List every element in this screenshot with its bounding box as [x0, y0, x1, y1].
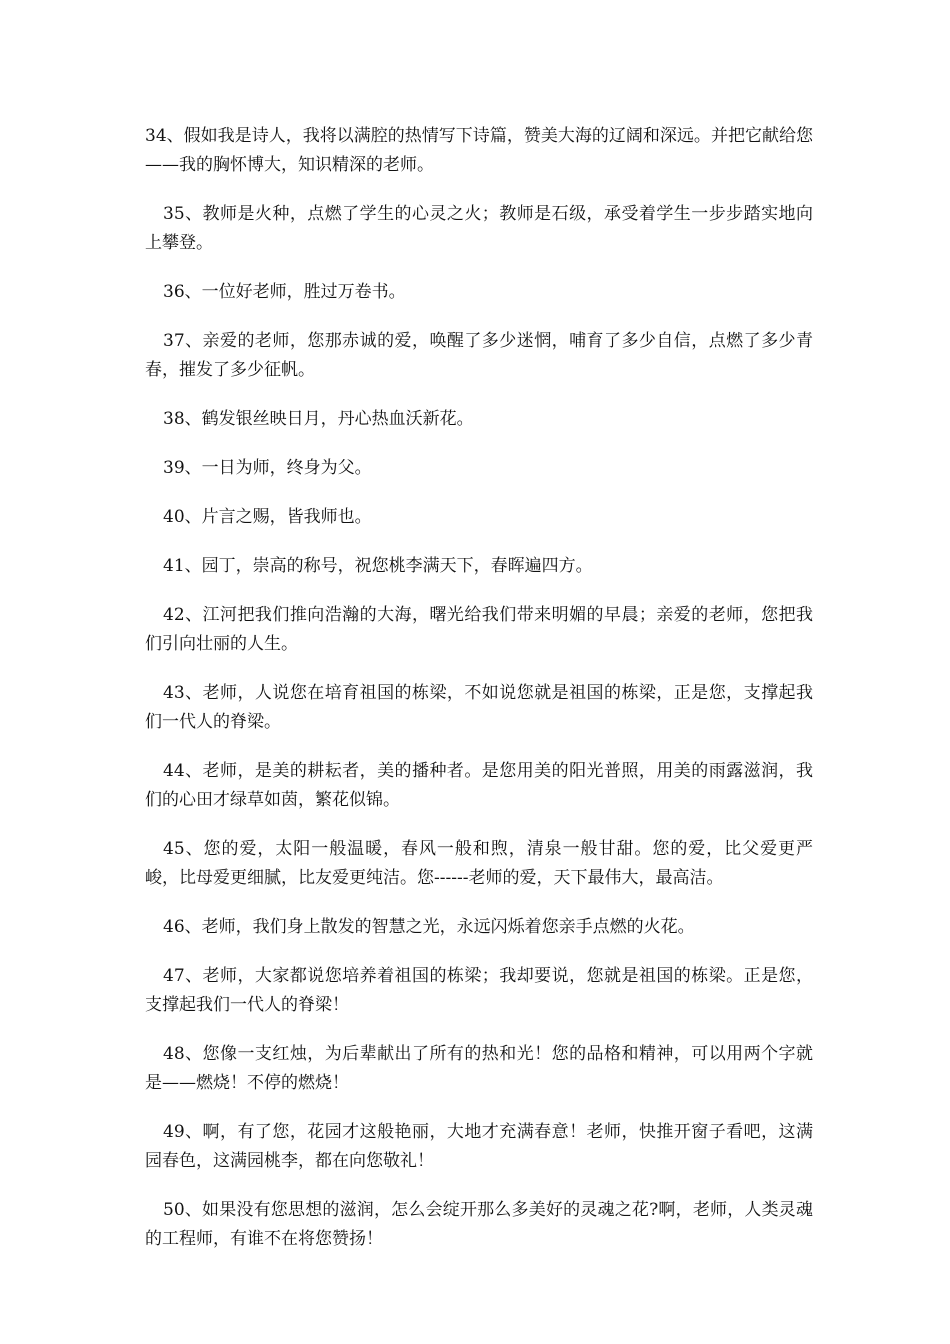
paragraph-38: 38、鹤发银丝映日月，丹心热血沃新花。: [163, 409, 474, 429]
paragraph-46: 46、老师，我们身上散发的智慧之光，永远闪烁着您亲手点燃的火花。: [163, 917, 695, 937]
paragraph-36: 36、一位好老师，胜过万卷书。: [163, 282, 406, 302]
paragraph-35: 35、教师是火种，点燃了学生的心灵之火；教师是石级，承受着学生一步步踏实地向上攀登。: [145, 204, 813, 253]
paragraph-42: 42、江河把我们推向浩瀚的大海，曙光给我们带来明媚的早晨；亲爱的老师，您把我们引向壮丽的人生。: [145, 605, 813, 654]
paragraph-45: 45、您的爱，太阳一般温暖，春风一般和煦，清泉一般甘甜。您的爱，比父爱更严峻，比母爱更细腻，比友爱更纯洁。您------老师的爱，天下最伟大，最高洁。: [145, 839, 813, 888]
paragraph-44: 44、老师，是美的耕耘者，美的播种者。是您用美的阳光普照，用美的雨露滋润，我们的心田才绿草如茵，繁花似锦。: [145, 761, 813, 810]
paragraph-48: 48、您像一支红烛，为后辈献出了所有的热和光！您的品格和精神，可以用两个字就是——燃烧！不停的燃烧！: [145, 1044, 813, 1093]
paragraph-39: 39、一日为师，终身为父。: [163, 458, 372, 478]
paragraph-40: 40、片言之赐，皆我师也。: [163, 507, 372, 527]
paragraph-50: 50、如果没有您思想的滋润，怎么会绽开那么多美好的灵魂之花?啊，老师，人类灵魂的工程师，有谁不在将您赞扬！: [145, 1200, 813, 1249]
paragraph-49: 49、啊，有了您，花园才这般艳丽，大地才充满春意！老师，快推开窗子看吧，这满园春色，这满园桃李，都在向您敬礼！: [145, 1122, 813, 1171]
paragraph-41: 41、园丁，崇高的称号，祝您桃李满天下，春晖遍四方。: [163, 556, 593, 576]
paragraph-47: 47、老师，大家都说您培养着祖国的栋梁；我却要说，您就是祖国的栋梁。正是您，支撑起我们一代人的脊梁！: [145, 966, 813, 1015]
paragraph-37: 37、亲爱的老师，您那赤诚的爱，唤醒了多少迷惘，哺育了多少自信，点燃了多少青春，摧发了多少征帆。: [145, 331, 813, 380]
paragraph-34: 34、假如我是诗人，我将以满腔的热情写下诗篇，赞美大海的辽阔和深远。并把它献给您——我的胸怀博大，知识精深的老师。: [145, 126, 813, 175]
document-body: [145, 122, 813, 1274]
paragraph-43: 43、老师，人说您在培育祖国的栋梁，不如说您就是祖国的栋梁，正是您，支撑起我们一代人的脊梁。: [145, 683, 813, 732]
